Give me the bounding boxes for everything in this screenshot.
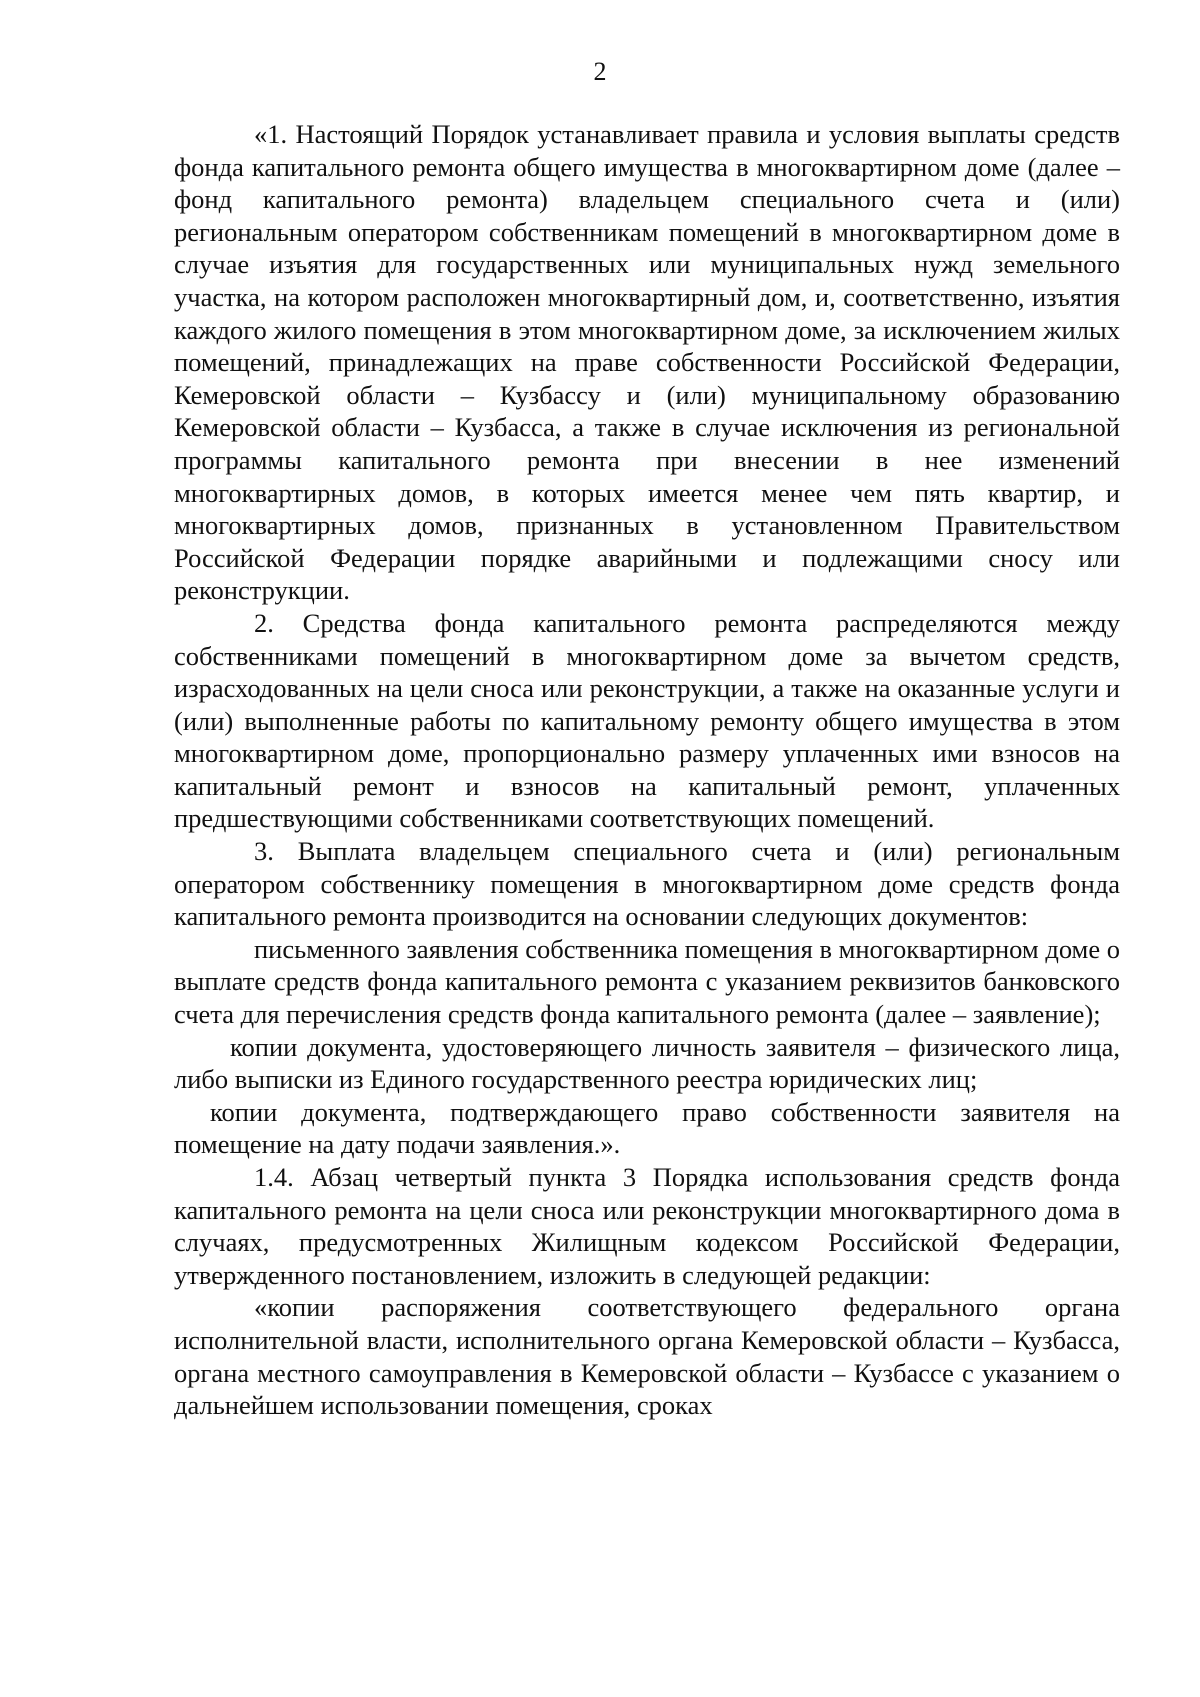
paragraph-1-4-amendment: 1.4. Абзац четвертый пункта 3 Порядка использования средств фонда капитального ремонта на цели сноса или реконструкции многоквартирного дома в случаях, предусмотренных Жилищным кодексом Российской Федерации, утвержденного постановлением, изложить в следующей редакции: <box>174 1162 1120 1290</box>
paragraph-amendment-text: «копии распоряжения соответствующего федерального органа исполнительной власти, исполнительного органа Кемеровской области – Кузбасса, органа местного самоуправления в Кемеровской области – Кузбассе с указанием о дальнейшем использовании помещения, сроках <box>174 1292 1120 1421</box>
list-item-ownership-document: копии документа, подтверждающего право собственности заявителя на помещение на дату подачи заявления.». <box>174 1096 1120 1160</box>
list-item-identity-document: копии документа, удостоверяющего личность заявителя – физического лица, либо выписки из Единого государственного реестра юридических лиц; <box>174 1031 1120 1095</box>
paragraph-3-payment-documents: 3. Выплата владельцем специального счета и (или) региональным оператором собственнику помещения в многоквартирном доме средств фонда капитального ремонта производится на основании следующих документов: <box>174 836 1120 932</box>
page-number: 2 <box>593 57 607 86</box>
document-body <box>174 118 1120 1422</box>
list-item-application: письменного заявления собственника помещения в многоквартирном доме о выплате средств фонда капитального ремонта с указанием реквизитов банковского счета для перечисления средств фонда капитального ремонта (далее – заявление); <box>174 933 1120 1030</box>
paragraph-2-distribution: 2. Средства фонда капитального ремонта распределяются между собственниками помещений в многоквартирном доме за вычетом средств, израсходованных на цели сноса или реконструкции, а также на оказанные услуги и (или) выполненные работы по капитальному ремонту общего имущества в этом многоквартирном доме, пропорционально размеру уплаченных ими взносов на капитальный ремонт и взносов на капитальный ремонт, уплаченных предшествующими собственниками соответствующих помещений. <box>174 607 1120 834</box>
paragraph-1-scope: «1. Настоящий Порядок устанавливает правила и условия выплаты средств фонда капитального ремонта общего имущества в многоквартирном доме (далее – фонд капитального ремонта) владельцем специального счета и (или) региональным оператором собственникам помещений в многоквартирном доме в случае изъятия для государственных или муниципальных нужд земельного участка, на котором расположен многоквартирный дом, и, соответственно, изъятия каждого жилого помещения в этом многоквартирном доме, за исключением жилых помещений, принадлежащих на праве собственности Российской Федерации, Кемеровской области – Кузбассу и (или) муниципальному образованию Кемеровской области – Кузбасса, а также в случае исключения из региональной программы капитального ремонта при внесении в нее изменений многоквартирных домов, в которых имеется менее чем пять квартир, и многоквартирных домов, признанных в установленном Правительством Российской Федерации порядке аварийными и подлежащими сносу или реконструкции. <box>174 119 1120 606</box>
